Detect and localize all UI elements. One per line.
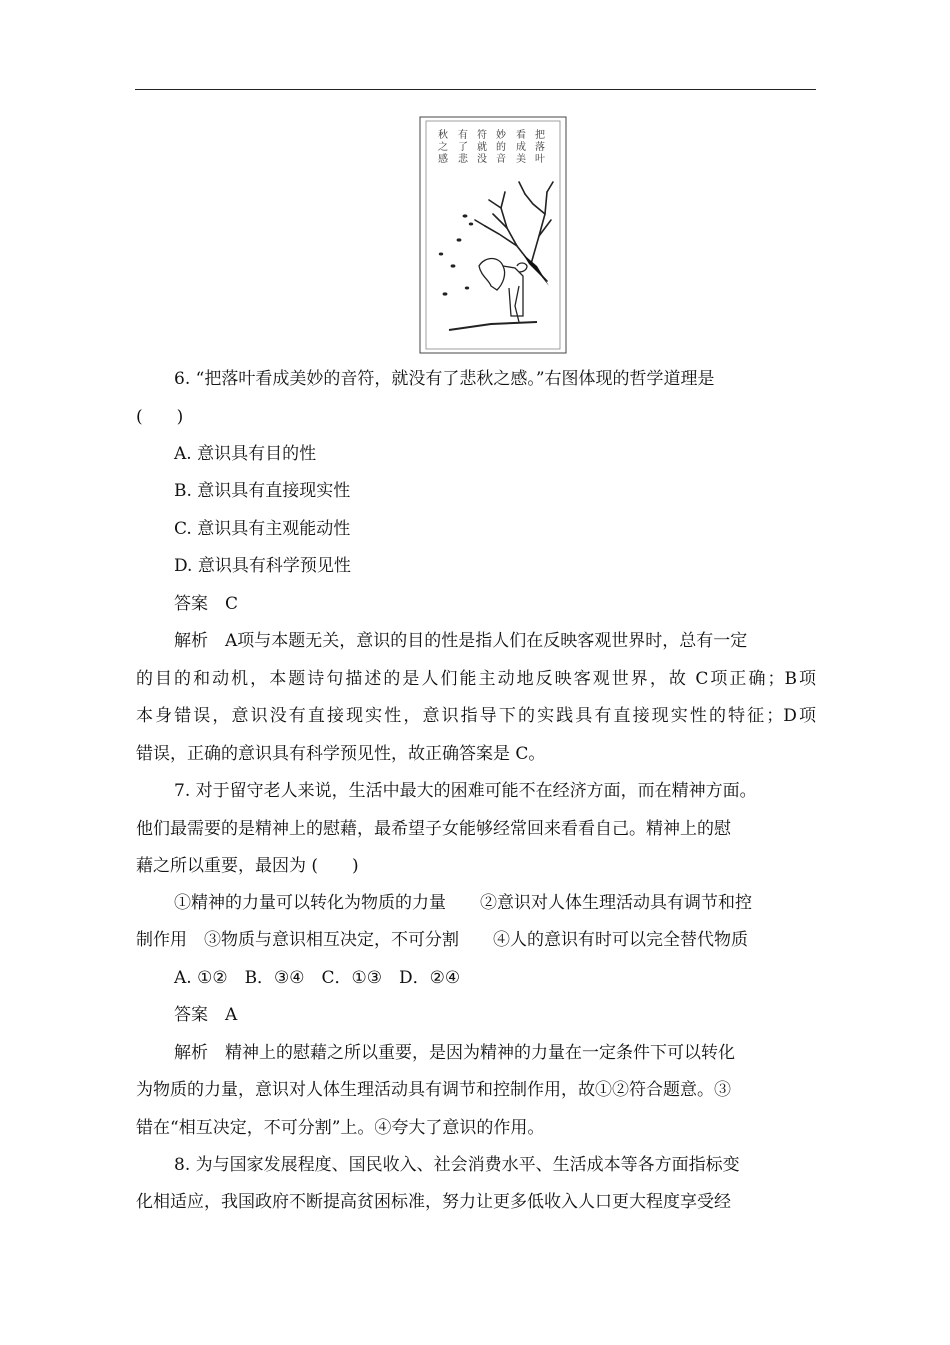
q6-stem-bracket: ( ) [136, 407, 184, 427]
q7-analysis-line: 解析 精神上的慰藉之所以重要，是因为精神的力量在一定条件下可以转化 [174, 1043, 735, 1063]
poem-column: 把落叶 [535, 130, 545, 165]
q6-option-a: A. 意识具有目的性 [174, 444, 317, 464]
q7-analysis-line: 为物质的力量，意识对人体生理活动具有调节和控制作用，故①②符合题意。③ [136, 1080, 731, 1100]
header-rule [135, 89, 816, 90]
poem-column: 妙的音 [496, 130, 506, 165]
q6-stem: 6. “把落叶看成美妙的音符，就没有了悲秋之感。”右图体现的哲学道理是 [174, 369, 715, 389]
poem-column: 符就没 [477, 130, 487, 165]
q7-stem-line: 他们最需要的是精神上的慰藉，最希望子女能够经常回来看看自己。精神上的慰 [136, 819, 731, 839]
q6-option-b: B. 意识具有直接现实性 [174, 481, 351, 501]
q6-analysis-line: 本身错误，意识没有直接现实性，意识指导下的实践具有直接现实性的特征；D项 [136, 706, 816, 726]
q7-stem-line: 藉之所以重要，最因为 ( ) [136, 856, 359, 876]
q6-option-d: D. 意识具有科学预见性 [174, 556, 351, 576]
q8-stem-line: 化相适应，我国政府不断提高贫困标准，努力让更多低收入人口更大程度享受经 [136, 1192, 731, 1212]
q7-options: A. ①② B．③④ C．①③ D．②④ [174, 968, 461, 988]
poem-column: 秋之感 [438, 130, 448, 165]
q6-analysis-line: 错误，正确的意识具有科学预见性，故正确答案是 C。 [136, 744, 546, 764]
q7-analysis-line: 错在“相互决定，不可分割”上。④夸大了意识的作用。 [136, 1118, 545, 1138]
q7-item-line: ①精神的力量可以转化为物质的力量 ②意识对人体生理活动具有调节和控 [174, 893, 752, 913]
q7-stem-line: 7. 对于留守老人来说，生活中最大的困难可能不在经济方面，而在精神方面。 [174, 781, 757, 801]
q6-analysis-line: 的目的和动机，本题诗句描述的是人们能主动地反映客观世界，故 C项正确；B项 [136, 669, 816, 689]
q7-answer: 答案 A [174, 1005, 238, 1025]
q8-stem-line: 8. 为与国家发展程度、国民收入、社会消费水平、生活成本等各方面指标变 [174, 1155, 740, 1175]
poem-column: 看成美 [516, 130, 526, 165]
q6-option-c: C. 意识具有主观能动性 [174, 519, 351, 539]
poem-column: 有了悲 [458, 130, 468, 165]
q6-analysis-line: 解析 A项与本题无关，意识的目的性是指人们在反映客观世界时，总有一定 [174, 631, 748, 651]
q6-answer: 答案 C [174, 594, 239, 614]
illustration-falling-leaves [419, 116, 567, 354]
q7-item-line: 制作用 ③物质与意识相互决定，不可分割 ④人的意识有时可以完全替代物质 [136, 930, 748, 950]
